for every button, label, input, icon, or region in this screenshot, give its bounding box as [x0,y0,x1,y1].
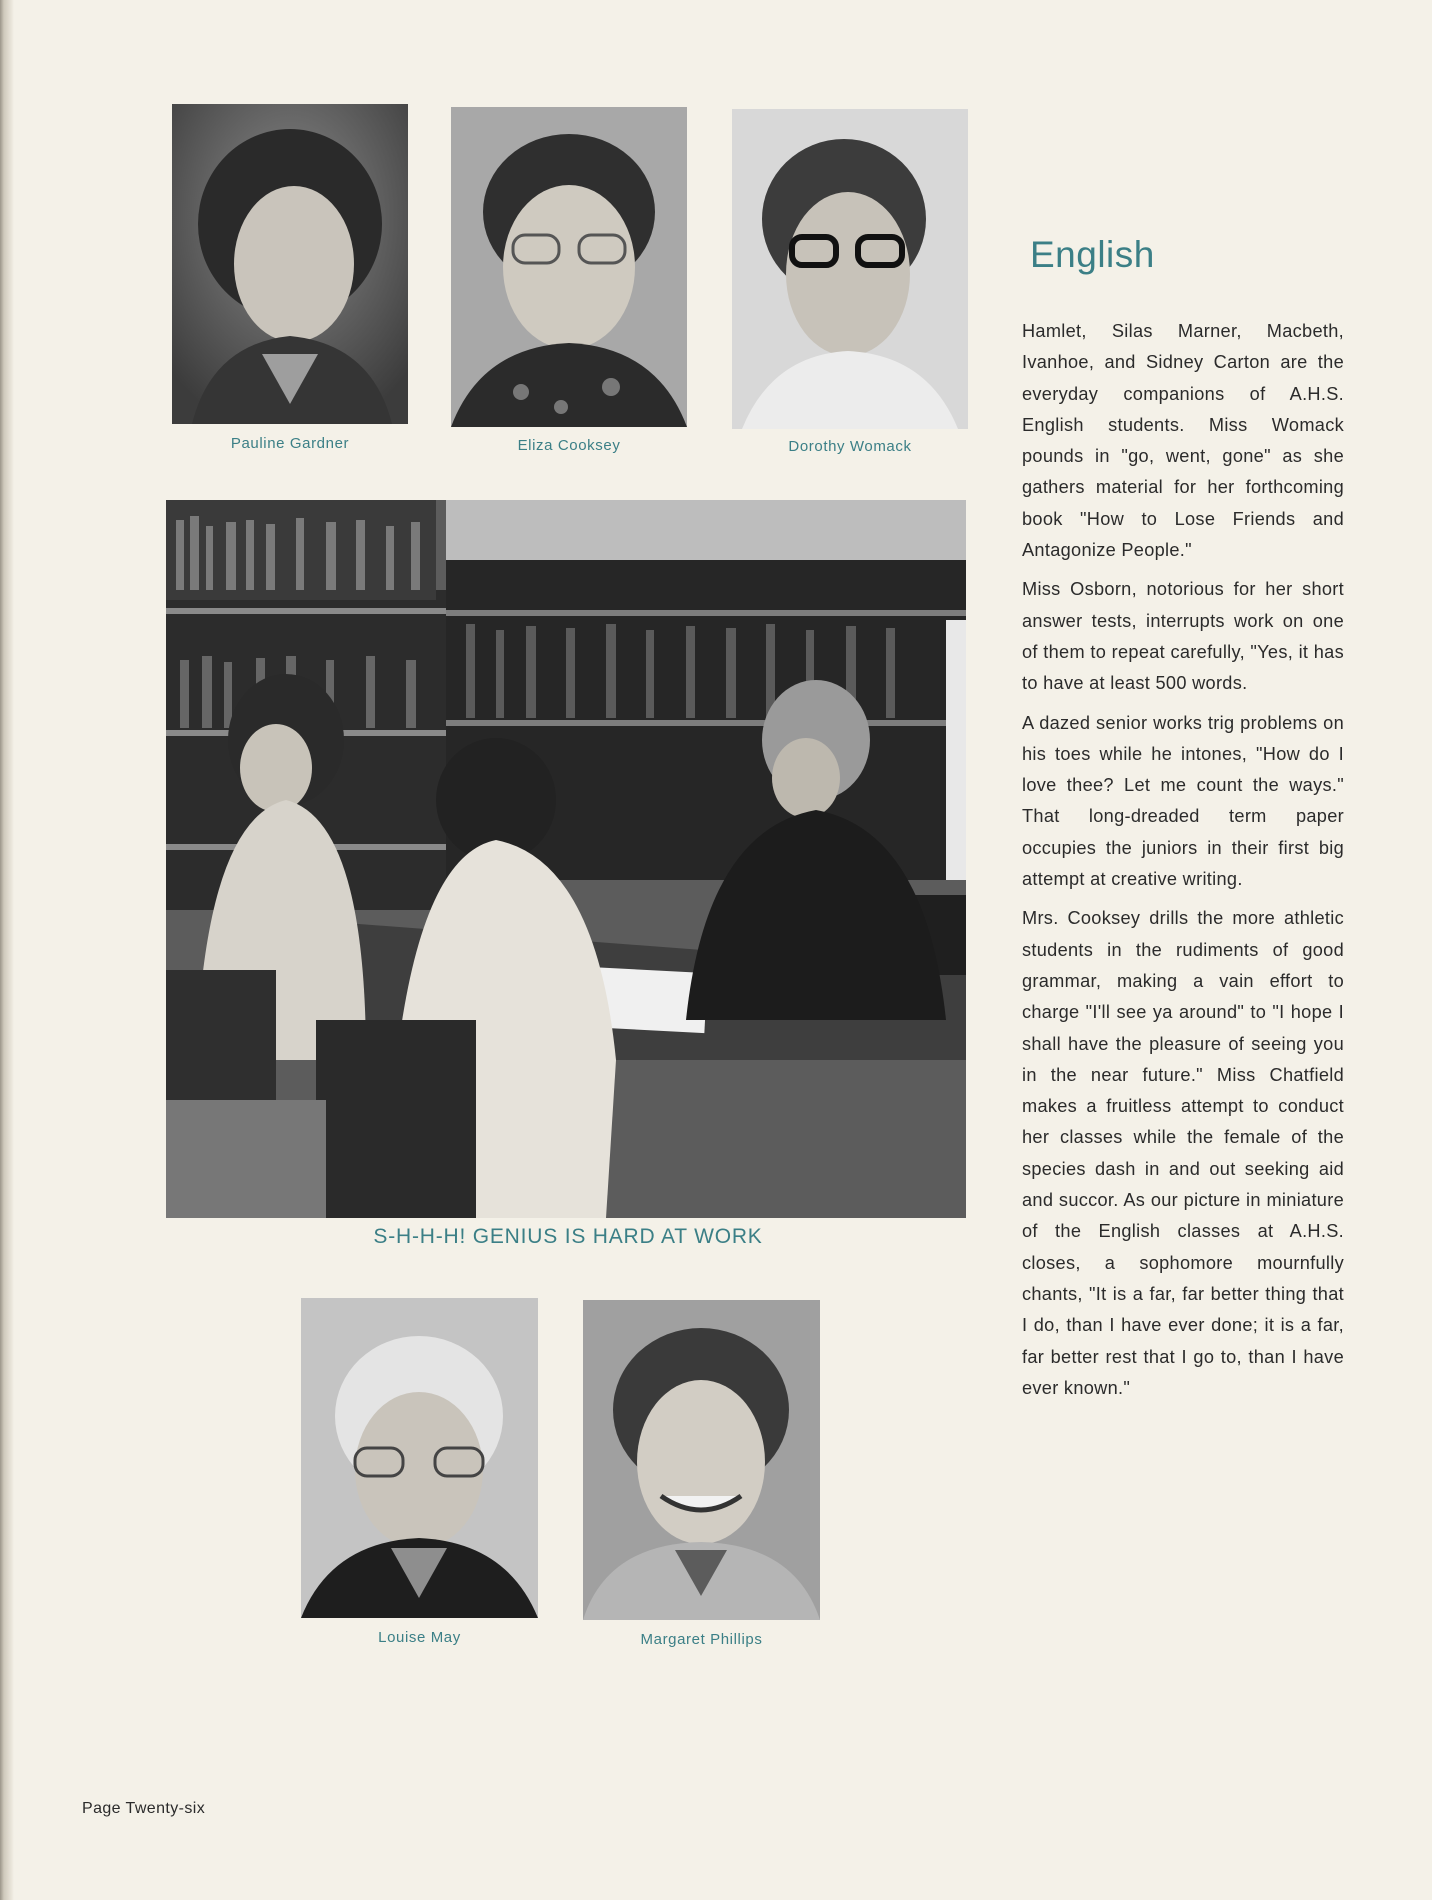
teacher-name: Eliza Cooksey [517,437,621,454]
teacher-name: Pauline Gardner [230,435,350,452]
library-photo [166,500,966,1218]
article-paragraph: Hamlet, Silas Marner, Macbeth, Ivanhoe, and Sidney Carton are the everyday companions of A.H.S. English students. Miss Womack pounds in "go, went, gone" as she gathers material for her forthcoming book "How to Lose Friends and Antagonize People." [1022,321,1344,561]
teacher-name: Louise May [378,1629,461,1646]
article-paragraph: Miss Osborn, notorious for her short answer tests, interrupts work on one of them to repeat carefully, "Yes, it has to have at least 500 words. [1022,579,1344,694]
portrait-photo [301,1298,538,1618]
article-paragraph: A dazed senior works trig problems on his toes while he intones, "How do I love thee? Let me count the ways." That long-dreaded term paper occupies the juniors in their first big attempt at creative writing. [1022,712,1344,890]
article-paragraph: Mrs. Cooksey drills the more athletic students in the rudiments of good grammar, making a vain effort to charge "I'll see ya around" to "I hope I shall have the pleasure of seeing you in the near future." Miss Chatfield makes a fruitless attempt to conduct her classes while the female of the species dash in and out seeking aid and succor. As our picture in miniature of the English classes at A.H.S. closes, a sophomore mournfully chants, "It is a far, far better thing that I do, than I have ever done; it is a far, far better rest that I go to, than I have ever known." [1022,908,1344,1398]
page-binding-edge [0,0,14,1900]
portrait-photo [732,109,968,429]
portrait-photo [172,104,408,424]
photo-caption: S-H-H-H! GENIUS IS HARD AT WORK [373,1225,763,1248]
teacher-name: Margaret Phillips [640,1631,763,1648]
article-body [1022,316,1344,1412]
portrait-photo [451,107,687,427]
portrait-photo [583,1300,820,1620]
page-number: Page Twenty-six [82,1800,206,1817]
section-heading: English [1030,234,1155,275]
teacher-name: Dorothy Womack [788,438,912,455]
